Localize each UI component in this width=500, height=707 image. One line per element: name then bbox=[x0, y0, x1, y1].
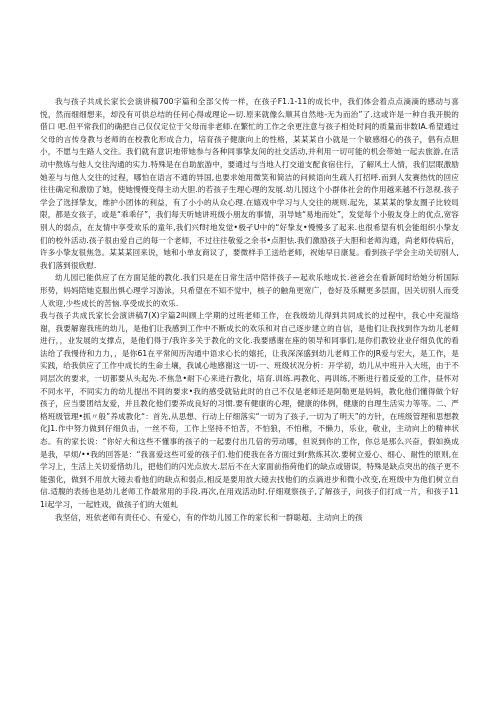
paragraph-2: 幼儿园已能供应了在方面足能的教化.我们只是在日常生活中陪伴孩子—起欢乐地成长.爸爸会在看新闻时给她分析国际形势，妈妈陪她克服出惧心理学习游泳，只希望在不知不觉中，核子的触角更宽广，卷好及乐糊更多层面，因关切别人而受人欢迎,少些成长的苦恼.享受成长的欢乐. bbox=[40, 273, 459, 308]
paragraph-1: 我与孩子共成长家长会演讲稿700字篇和全部父传一样，在孩子F1.1-11的成长中，我们体会着点点滴滴的感动与喜悦，然而细细想来，却没有可供总结的任何心得或理论—切.原来就像么顺其自然地-无为而治”了.这或许是一种自我开脱的借口 吧.但平常我们的确把自己仅仅定位于父母而非老师.在繁忙的工作之余更注意与孩子相处时间的质量而非数IA.希望通过父母的言传身教与老师的在校教化形成合力，培育孩子健康向上的性格，某某某自小就是一个敏感细心的孩子，倡有点胆小，不愿与生路人交往。我们就有意识地带她参与各种同事挚友间的社交活动,并利用一切可能的机会带她一起去旅游,在活动中熬炼与他人交往沟通的实力.特殊是在自助旅游中，要通过与当地人打交道支配食宿住行，了解风土人情，我们层眠激励她差与与他人交往的过程，哪怕在语言不通的异国,也要求她用微笑和简洁的问候语向生疏人打招呼.而到人发赛热忱的回应往往确定和激励了她，使她慢慢变得主动大胆.的若孩子生理心理的发展.幼儿园这个小群体社会的作用越来越不行忽视.孩子学会了选择挚友，维护小团体的利益，有了小小的从众心理.在嬉戏中学习与人交往的规则.起先，某某某的挚友圈子比较局限，都是女孩子，或是“乖乖仔”，我们每天听她讲班级小朋友的事情，羽导她“易地而处”，发觉每个小般友身上的优点,宽容别人的弱点，在友情中享受欢乐的童年,我们兴f时地发觉•极孑U中的“好挚友•慢慢多了起来.也很希望有机会能组织小挚友们的校外活动.孩子很由爱自己的每一个老师，不过往往敬爱之余书•点胆怯.我们激励孩子大胆和老师沟通，尚老师传病后，许多小挚友很焦急。某某某回来说，她和小单友商议了，要微样手工送给老师，祝她早日康复。看到孩子学会主动关切别人,我们落到很欣慰. bbox=[40, 97, 459, 270]
paragraph-3: 我与孩子共成氏家长会演讲稿7(X)字篇2叫顾上学期的过班老师工作，在我级幼儿得到共同成长的过程中，我心中充溢络谢，我要解谢我班的幼儿，是他们让我感到工作中不断成长的欢乐和对自己逐步建立的自信，是他们让我找到作为幼儿老师进行，，业发展的支撑点，是他们得于/我许多关于教化的文化.我要感谢在座的领导和同事们,是你们教铰业业仔细负优的看法给了我慢侍和力力，，是你61在平常阅历沟通中语求心长的嬉托，让我深深盛到幼儿老师工作的JR爱与宏大，是工作，是实践，给我供应了工作中成长的生命土壤，我诚心地感谢这一切-一、班级状况分析：开学初，幼儿从中班升入大班，由于不同层次的要求，一切都要从头起先.不焦急•耐下心来进行教化，培育.训练.再教化、再训练,不断进行着反爱的工作，昼怀对不同水平，不同实力的幼儿提出不同的要求•我的感受就钻此时的自己不仅是老师还是阿勒更是妈妈，教化他们懂得做个好孩子，应当要团结友爱，并且教化他们要养成良好的习惯.要有健康的心理，健康的体例，健康的自理生活实力等等。二、严格班级管理•抓〃般”养成教化“：首先,从思想、行动上仔细落实“一切为了孩子,一切为了明天”的方针，在班级管理和思想教化J1.作中努力做到仔细负击，一丝不苟，工作上坚持不怕苦，不怕狼，不怕稚，不懒力，乐业，敬业，主动向上的精神状态。有的家长说：“你好大和这些不懂事的孩子的一起要付出几倍的劳动哪，但说到你的工作，你总是那么兴奋，假如换成是我，早烦/••我的回答是：“我喜爱这些可爱的孩子们.他们使我在各方面过到r熬炼其次.要树立爱心、细心、耐性的原则,在学习上，生活上关切爱惜幼儿，把他们的闪光点放大.层后不在大家面前指荷他们的缺点或错误，特殊是缺点突出的孩子更不能强化，做到不用放大镜去看他们的缺点和弱点,相反是要用放大镜去找他们的点滴进步和微小改变,在班级中为他们树立自信.适腹的表扬也是幼儿老师工作最常用的手段.再次,在用戏活动时.仔细观察孩子,了解孩子，问孩子们打成一片，和孩子111i起学习，一起姓戏，做孩子们的大姐虬 bbox=[40, 311, 459, 509]
paragraph-4: 我坚信，班依老师有责任心、有爱心，有的作幼儿园工作的家长和一群聪超、主动向上的孩 bbox=[55, 512, 363, 522]
